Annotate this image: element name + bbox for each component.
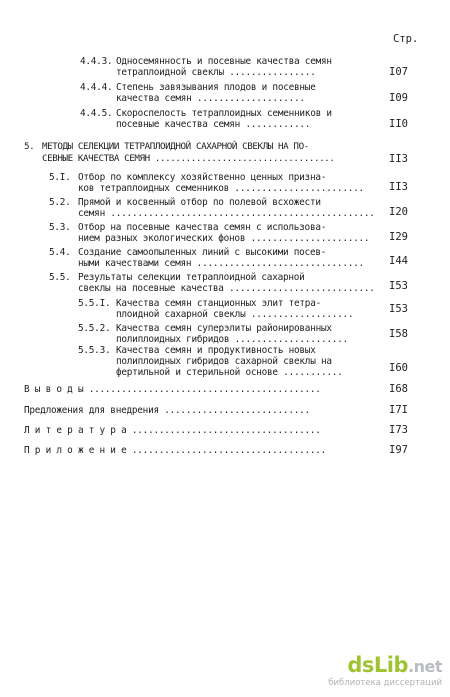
toc-entry-page: I29 (389, 231, 408, 243)
toc-entry-title-line: Степень завязывания плодов и посевные (116, 82, 316, 93)
toc-chapter-title-line: МЕТОДЫ СЕЛЕКЦИИ ТЕТРАПЛОИДНОЙ САХАРНОЙ СВЕКЛЫ НА ПО- (42, 141, 309, 152)
toc-entry-page: I73 (389, 424, 408, 436)
site-logo (328, 654, 442, 678)
toc-entry-page: I58 (389, 328, 408, 340)
toc-entry-title-line: полиплоидных гибридов сахарной свеклы на (116, 356, 332, 367)
toc-entry-title-line: свеклы на посевные качества ........................... (78, 283, 375, 294)
toc-entry-title-line: нием разных экологических фонов ...................... (78, 233, 370, 244)
toc-entry-page: I60 (389, 362, 408, 374)
toc-entry-page: I53 (389, 303, 408, 315)
toc-entry-number: 4.4.3. (80, 56, 113, 67)
toc-entry-page: I44 (389, 255, 408, 267)
toc-section-title: Л и т е р а т у р а ................................... (24, 425, 321, 436)
toc-entry-title-line: Прямой и косвенный отбор по полевой всхожести (78, 197, 321, 208)
site-logo-name: dsLib (347, 653, 409, 677)
toc-entry-title-line: ков тетраплоидных семенников ........................ (78, 183, 364, 194)
site-watermark (328, 654, 442, 688)
toc-entry-page: II3 (389, 153, 408, 165)
toc-entry-number: 5.5.2. (78, 323, 111, 334)
site-tagline: библиотека диссертаций (328, 678, 442, 688)
toc-section-title: В ы в о д ы ........................................... (24, 384, 321, 395)
toc-entry-number: 5.I. (49, 172, 71, 183)
toc-entry-number: 5.5. (49, 272, 71, 283)
toc-chapter-title-line: СЕВНЫЕ КАЧЕСТВА СЕМЯН ................................... (42, 153, 335, 164)
toc-entry-title-line: полиплоидных гибридов ..................... (116, 334, 348, 345)
toc-entry-title-line: Отбор по комплексу хозяйственно ценных призна- (78, 172, 327, 183)
toc-entry-title-line: фертильной и стерильной основе ........... (116, 367, 343, 378)
toc-entry-number: 4.4.5. (80, 108, 113, 119)
toc-entry-number: 5.5.I. (78, 298, 111, 309)
toc-entry-title-line: ными качествами семян ............................... (78, 258, 364, 269)
toc-entry-number: 5.5.3. (78, 345, 111, 356)
toc-section-title: П р и л о ж е н и е .................................... (24, 445, 327, 456)
toc-entry-page: II3 (389, 181, 408, 193)
toc-entry-title-line: тетраплоидной свеклы ................ (116, 67, 316, 78)
toc-entry-title-line: Отбор на посевные качества семян с использова- (78, 222, 327, 233)
toc-entry-page: I09 (389, 92, 408, 104)
toc-entry-page: II0 (389, 118, 408, 130)
toc-entry-page: I7I (389, 404, 408, 416)
toc-entry-number: 5.2. (49, 197, 71, 208)
toc-entry-title-line: посевные качества семян ............ (116, 119, 311, 130)
toc-entry-number: 5.4. (49, 247, 71, 258)
toc-entry-title-line: Создание самоопыленных линий с высокими посев- (78, 247, 327, 258)
toc-entry-page: I68 (389, 383, 408, 395)
toc-entry-title-line: плоидной сахарной свеклы ................... (116, 309, 354, 320)
toc-entry-title-line: качества семян .................... (116, 93, 305, 104)
toc-entry-page: I97 (389, 444, 408, 456)
toc-entry-title-line: семян ................................................. (78, 208, 375, 219)
toc-chapter-number: 5. (24, 141, 35, 152)
page-column-label: Стр. (393, 33, 419, 45)
toc-entry-title-line: Качества семян и продуктивность новых (116, 345, 316, 356)
toc-entry-title-line: Односемянность и посевные качества семян (116, 56, 332, 67)
toc-entry-title-line: Качества семян суперэлиты районированных (116, 323, 332, 334)
toc-section-title: Предложения для внедрения ........................... (24, 405, 310, 416)
toc-entry-page: I20 (389, 206, 408, 218)
toc-entry-title-line: Скороспелость тетраплоидных семенников и (116, 108, 332, 119)
site-logo-domain: .net (408, 657, 442, 676)
toc-entry-number: 4.4.4. (80, 82, 113, 93)
toc-entry-page: I07 (389, 66, 408, 78)
toc-entry-page: I53 (389, 280, 408, 292)
toc-entry-number: 5.3. (49, 222, 71, 233)
toc-entry-title-line: Качества семян станционных элит тетра- (116, 298, 321, 309)
toc-entry-title-line: Результаты селекции тетраплоидной сахарной (78, 272, 305, 283)
